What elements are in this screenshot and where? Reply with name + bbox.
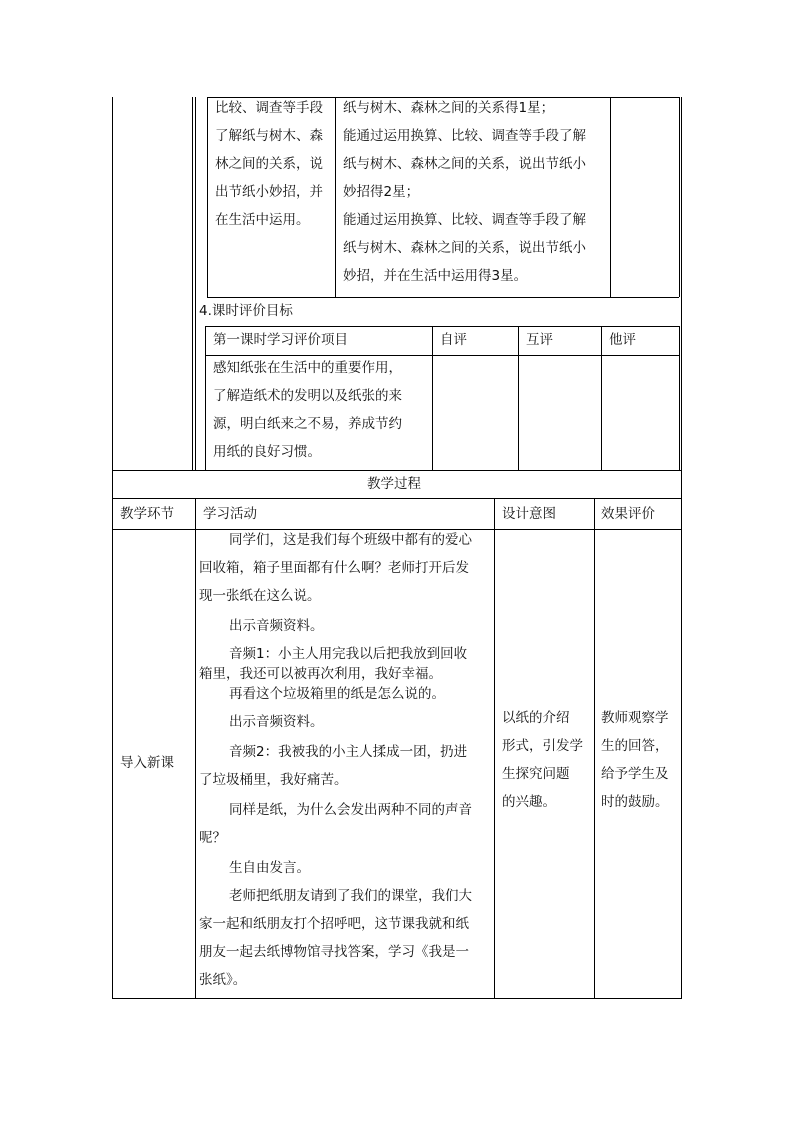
intent-text: 以纸的介绍 形式，引发学 生探究问题 的兴趣。 (502, 710, 583, 810)
eval-header-self: 自评 (440, 332, 467, 348)
eval-header-other: 他评 (609, 332, 636, 348)
section4-heading: 4.课时评价目标 (199, 303, 293, 319)
header-evaluation: 效果评价 (601, 506, 655, 522)
eval-header-item: 第一课时学习评价项目 (213, 332, 348, 348)
criteria-left-text: 比较、调查等手段 了解纸与树木、森 林之间的关系，说 出节纸小妙招，并 在生活中运用。 (215, 100, 323, 228)
eval-item-text: 感知纸张在生活中的重要作用， 了解造纸术的发明以及纸张的来 源，明白纸来之不易，养成节约 用纸的良好习惯。 (213, 360, 402, 460)
header-stage: 教学环节 (120, 506, 174, 522)
stage-label: 导入新课 (120, 755, 174, 771)
header-intent: 设计意图 (502, 506, 556, 522)
criteria-right-text: 纸与树木、森林之间的关系得1星； 能通过运用换算、比较、调查等手段了解 纸与树木、森林之间的关系，说出节纸小 妙招得2星； 能通过运用换算、比较、调查等手段了解 纸与树木、森林之间的关系，说出节纸小 妙招，并在生活中运用得3星。 (343, 100, 586, 284)
evaluation-text: 教师观察学 生的回答， 给予学生及 时的鼓励。 (601, 710, 669, 810)
eval-header-peer: 互评 (526, 332, 553, 348)
header-activity: 学习活动 (203, 506, 257, 522)
process-title: 教学过程 (367, 476, 421, 492)
